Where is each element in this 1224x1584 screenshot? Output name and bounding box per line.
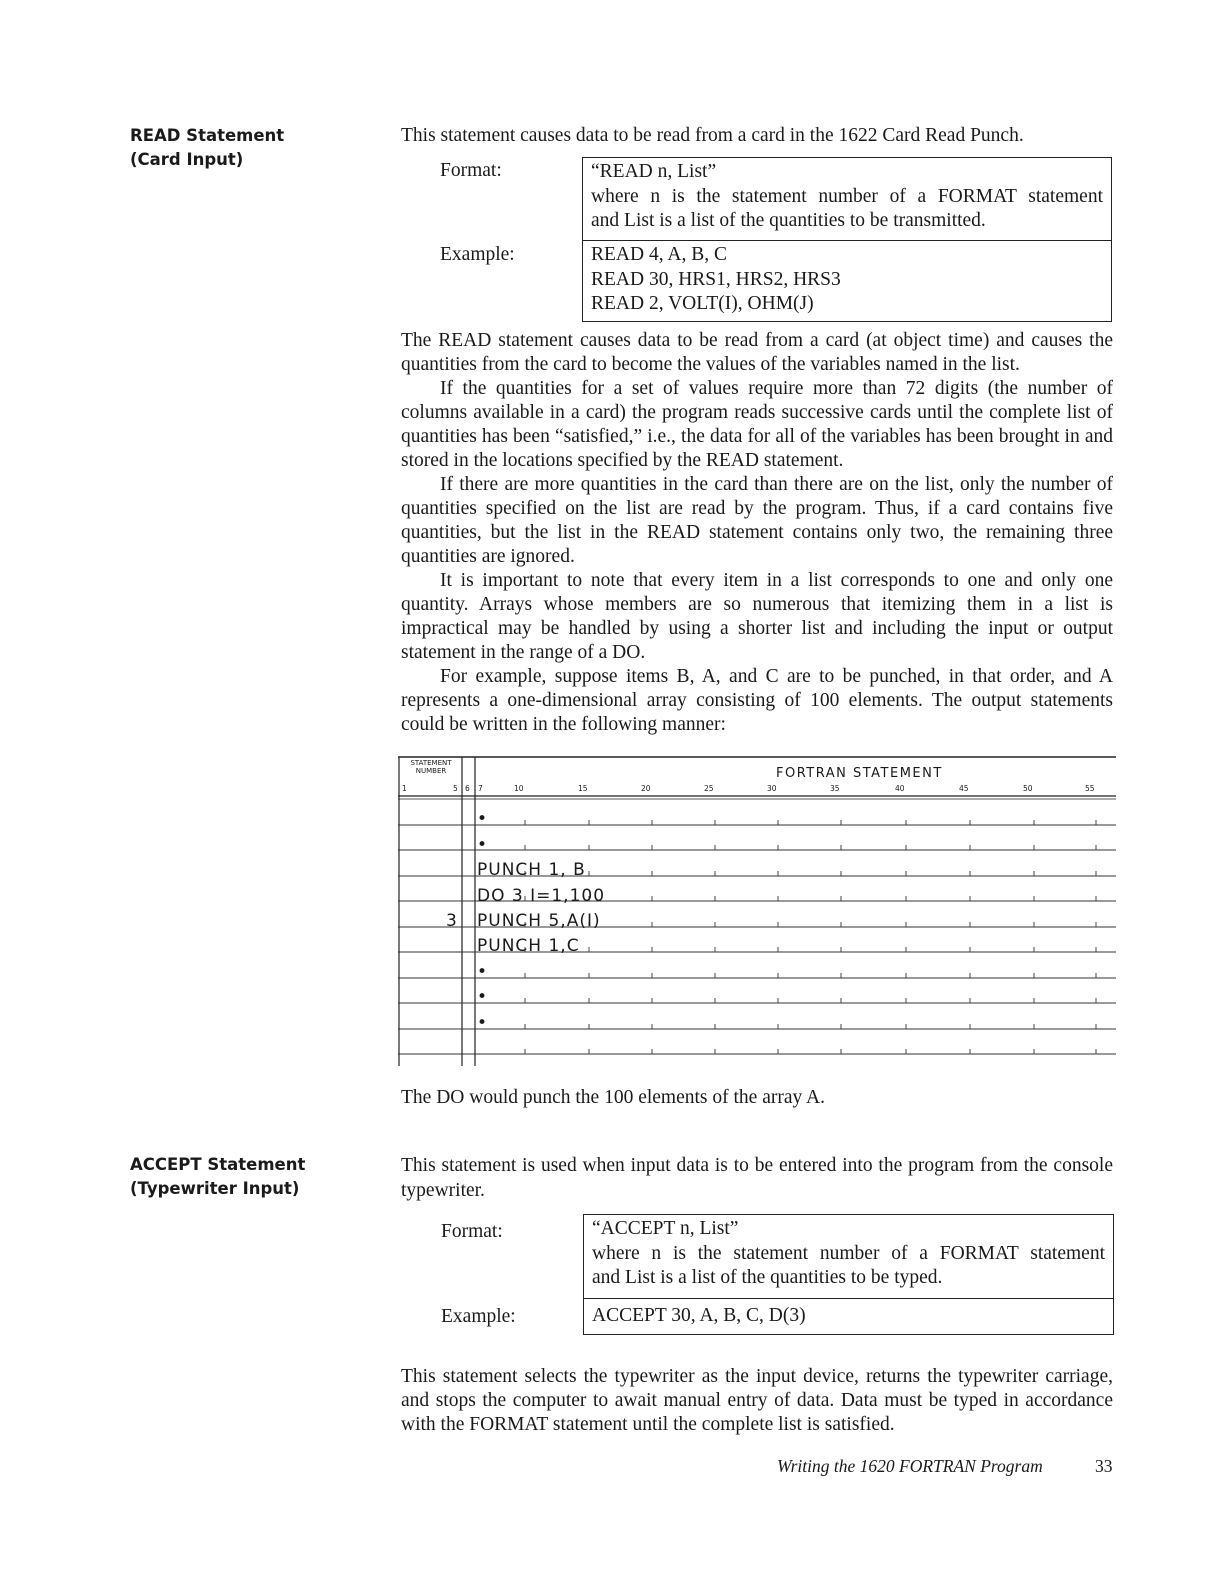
form-row-statement: • [477,962,489,982]
read-heading-title: READ Statement [130,126,285,145]
read-body [401,329,1113,737]
col-number: 50 [1023,784,1033,793]
accept-format-line3: and List is a list of the quantities to be typed. [592,1267,943,1288]
accept-format-line2: where n is the statement number of a FORMAT statement [592,1242,1105,1264]
accept-closing: This statement selects the typewriter as the input device, returns the typewriter carriage, and stops the computer to await manual entry of data. Data must be typed in accordance with the FORMAT statement until the complete list is satisfied. [401,1366,1113,1435]
col-number: 7 [478,784,483,793]
read-format-line3: and List is a list of the quantities to be transmitted. [591,210,986,231]
read-format-line2: where n is the statement number of a FORMAT statement [591,185,1103,207]
col-number: 10 [514,784,524,793]
form-row-statement: PUNCH 1, B [477,860,586,880]
statement-number-header [403,759,459,775]
accept-format-box [583,1214,1114,1299]
form-row-statement: DO 3 I=1,100 [477,886,606,906]
read-example-line: READ 4, A, B, C [591,244,727,265]
read-paragraph: The READ statement causes data to be read from a card (at object time) and causes the quantities from the card to become the values of the variables named in the list. [401,330,1113,375]
accept-intro: This statement is used when input data is to be entered into the program from the console typewriter. [401,1155,1113,1201]
accept-heading-subtitle: (Typewriter Input) [130,1179,300,1198]
statement-header-line2: NUMBER [415,767,447,775]
accept-heading-title: ACCEPT Statement [130,1155,306,1174]
read-example-box [582,240,1112,322]
col-number: 1 [402,784,407,793]
read-paragraph: It is important to note that every item in a list corresponds to one and only one quantity. Arrays whose members are so numerous that itemizing them in a list is impractical may be handled by using a shorter list and including the input or output statement in the range of a DO. [401,570,1113,663]
col-number: 40 [895,784,905,793]
read-paragraph: For example, suppose items B, A, and C are to be punched, in that order, and A represents a one-dimensional array consisting of 100 elements. The output statements could be written in the following manner: [401,666,1113,735]
accept-format-label: Format: [441,1221,503,1242]
page-number: 33 [1095,1456,1113,1476]
form-row-statement: • [477,835,489,855]
read-example-label: Example: [440,244,515,265]
accept-section-heading [130,1153,305,1201]
form-row-number: 3 [446,911,458,931]
form-row-statement: • [477,1013,489,1033]
read-format-box [582,157,1112,241]
form-row-statement: • [477,987,489,1007]
read-example-line: READ 2, VOLT(I), OHM(J) [591,293,814,314]
accept-format-line1: “ACCEPT n, List” [592,1218,739,1239]
form-row-statement: PUNCH 5,A(I) [477,911,601,931]
read-format-line1: “READ n, List” [591,161,717,182]
read-heading-subtitle: (Card Input) [130,150,244,169]
read-format-label: Format: [440,160,502,181]
form-row-statement: PUNCH 1,C [477,936,580,956]
col-number: 45 [959,784,969,793]
read-paragraph: If there are more quantities in the card than there are on the list, only the number of quantities specified on the list are read by the program. Thus, if a card contains five quantities, but the list in the READ statement contains only two, the remaining three quantities are ignored. [401,474,1113,567]
after-form-text: The DO would punch the 100 elements of the array A. [401,1087,826,1108]
accept-example-box [583,1298,1114,1335]
fortran-statement-header: FORTRAN STATEMENT [776,766,943,781]
col-number: 5 [453,784,458,793]
col-number: 6 [465,784,470,793]
read-paragraph: If the quantities for a set of values require more than 72 digits (the number of columns available in a card) the program reads successive cards until the complete list of quantities has been “satisfied,” i.e., the data for all of the variables has been brought in and stored in the locations specified by the READ statement. [401,378,1113,471]
accept-example-label: Example: [441,1306,516,1327]
read-section-heading [130,124,284,172]
statement-header-line1: STATEMENT [410,759,452,767]
col-number: 35 [830,784,840,793]
accept-example-line: ACCEPT 30, A, B, C, D(3) [592,1305,806,1326]
footer-title: Writing the 1620 FORTRAN Program [777,1456,1043,1476]
col-number: 30 [767,784,777,793]
col-number: 55 [1085,784,1095,793]
read-example-line: READ 30, HRS1, HRS2, HRS3 [591,268,841,290]
read-intro: This statement causes data to be read from a card in the 1622 Card Read Punch. [401,125,1024,146]
col-number: 20 [641,784,651,793]
col-number: 25 [704,784,714,793]
form-row-statement: • [477,809,489,829]
fortran-coding-form [398,756,1118,1068]
col-number: 15 [578,784,588,793]
